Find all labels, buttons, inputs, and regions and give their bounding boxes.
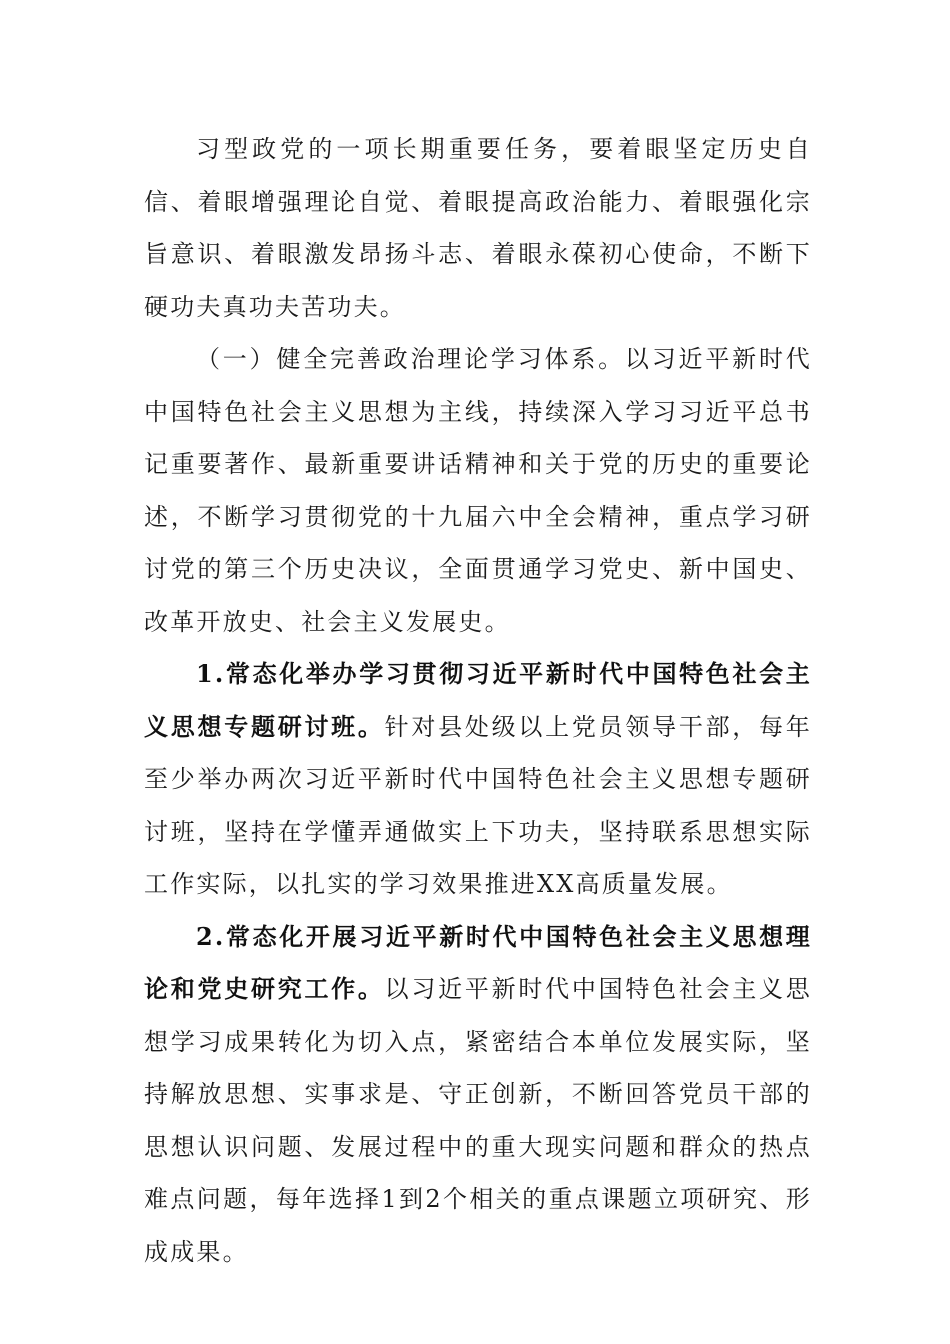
paragraph-text: 习型政党的一项长期重要任务，要着眼坚定历史自信、着眼增强理论自觉、着眼提高政治能力、着眼强化宗旨意识、着眼激发昂扬斗志、着眼永葆初心使命，不断下硬功夫真功夫苦功夫。	[144, 135, 812, 321]
paragraph-text: 针对县处级以上党员领导干部，每年至少举办两次习近平新时代中国特色社会主义思想专题研讨班，坚持在学懂弄通做实上下功夫，坚持联系思想实际工作实际，以扎实的学习效果推进XX高质量发展。	[144, 712, 812, 898]
paragraph-section-one	[144, 333, 812, 648]
paragraph-item-two	[144, 911, 812, 1279]
document-body	[144, 123, 812, 1278]
paragraph-text: （一）健全完善政治理论学习体系。以习近平新时代中国特色社会主义思想为主线，持续深入学习习近平总书记重要著作、最新重要讲话精神和关于党的历史的重要论述，不断学习贯彻党的十九届六中全会精神，重点学习研讨党的第三个历史决议，全面贯通学习党史、新中国史、改革开放史、社会主义发展史。	[144, 345, 812, 636]
paragraph-item-one	[144, 648, 812, 911]
paragraph-intro-continuation	[144, 123, 812, 333]
paragraph-text: 以习近平新时代中国特色社会主义思想学习成果转化为切入点，紧密结合本单位发展实际，坚持解放思想、实事求是、守正创新，不断回答党员干部的思想认识问题、发展过程中的重大现实问题和群众的热点难点问题，每年选择1到2个相关的重点课题立项研究、形成成果。	[144, 975, 812, 1266]
item-heading: 1.常态化举办学习贯彻习近平新时代中国特色社会主义思想专题研讨班。	[144, 659, 812, 741]
item-heading: 2.常态化开展习近平新时代中国特色社会主义思想理论和党史研究工作。	[144, 921, 812, 1003]
